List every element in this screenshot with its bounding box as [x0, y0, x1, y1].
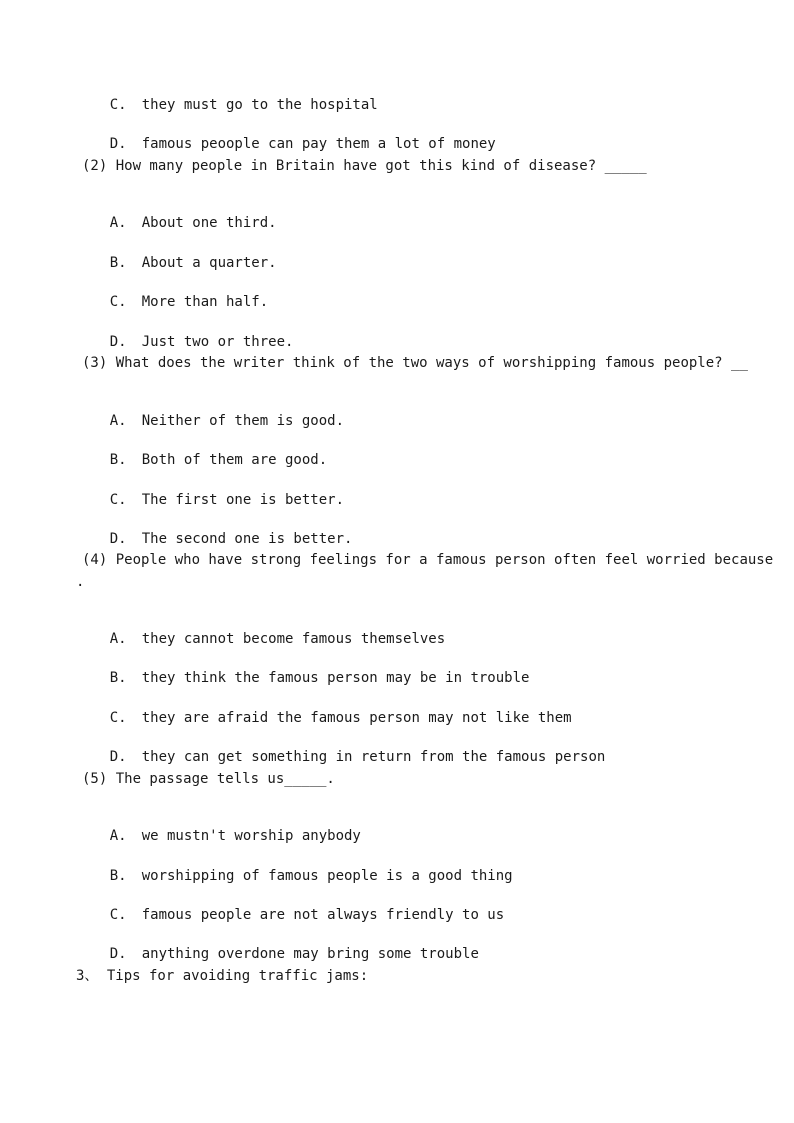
option-letter: B. — [109, 255, 127, 271]
option-text: Neither of them is good. — [141, 413, 345, 429]
q3-prompt: (3) What does the writer think of the two ways of worshipping famous people? __ — [82, 355, 748, 371]
section-3-heading: 3、 Tips for avoiding traffic jams: — [76, 968, 369, 984]
q4-prompt-continuation: . — [76, 574, 85, 590]
q4-prompt: (4) People who have strong feelings for a famous person often feel worried because — [82, 552, 774, 568]
option-letter: D. — [109, 946, 127, 962]
option-text: worshipping of famous people is a good thing — [141, 868, 513, 884]
option-letter: C. — [109, 710, 127, 726]
option-letter: D. — [109, 749, 127, 765]
option-text: famous people are not always friendly to us — [141, 907, 505, 923]
option-text: Just two or three. — [141, 334, 294, 350]
option-text: More than half. — [141, 294, 269, 310]
option-text: Both of them are good. — [141, 452, 328, 468]
option-letter: A. — [109, 828, 127, 844]
q5-prompt: (5) The passage tells us_____. — [82, 771, 335, 787]
option-letter: B. — [109, 868, 127, 884]
option-letter: C. — [109, 907, 127, 923]
option-letter: A. — [109, 215, 127, 231]
option-letter: D. — [109, 136, 127, 152]
option-text: we mustn't worship anybody — [141, 828, 361, 844]
option-letter: A. — [109, 631, 127, 647]
option-text: they must go to the hospital — [141, 97, 378, 113]
option-letter: A. — [109, 413, 127, 429]
option-text: The first one is better. — [141, 492, 345, 508]
option-text: they cannot become famous themselves — [141, 631, 446, 647]
option-text: famous peoople can pay them a lot of money — [141, 136, 496, 152]
option-letter: B. — [109, 670, 127, 686]
option-letter: C. — [109, 294, 127, 310]
option-letter: D. — [109, 334, 127, 350]
option-letter: C. — [109, 97, 127, 113]
option-text: anything overdone may bring some trouble — [141, 946, 479, 962]
option-text: they can get something in return from the famous person — [141, 749, 606, 765]
option-text: About one third. — [141, 215, 277, 231]
option-letter: C. — [109, 492, 127, 508]
q2-prompt: (2) How many people in Britain have got this kind of disease? _____ — [82, 158, 647, 174]
option-letter: B. — [109, 452, 127, 468]
option-letter: D. — [109, 531, 127, 547]
option-text: About a quarter. — [141, 255, 277, 271]
option-text: they are afraid the famous person may not like them — [141, 710, 572, 726]
option-text: they think the famous person may be in trouble — [141, 670, 530, 686]
option-text: The second one is better. — [141, 531, 353, 547]
